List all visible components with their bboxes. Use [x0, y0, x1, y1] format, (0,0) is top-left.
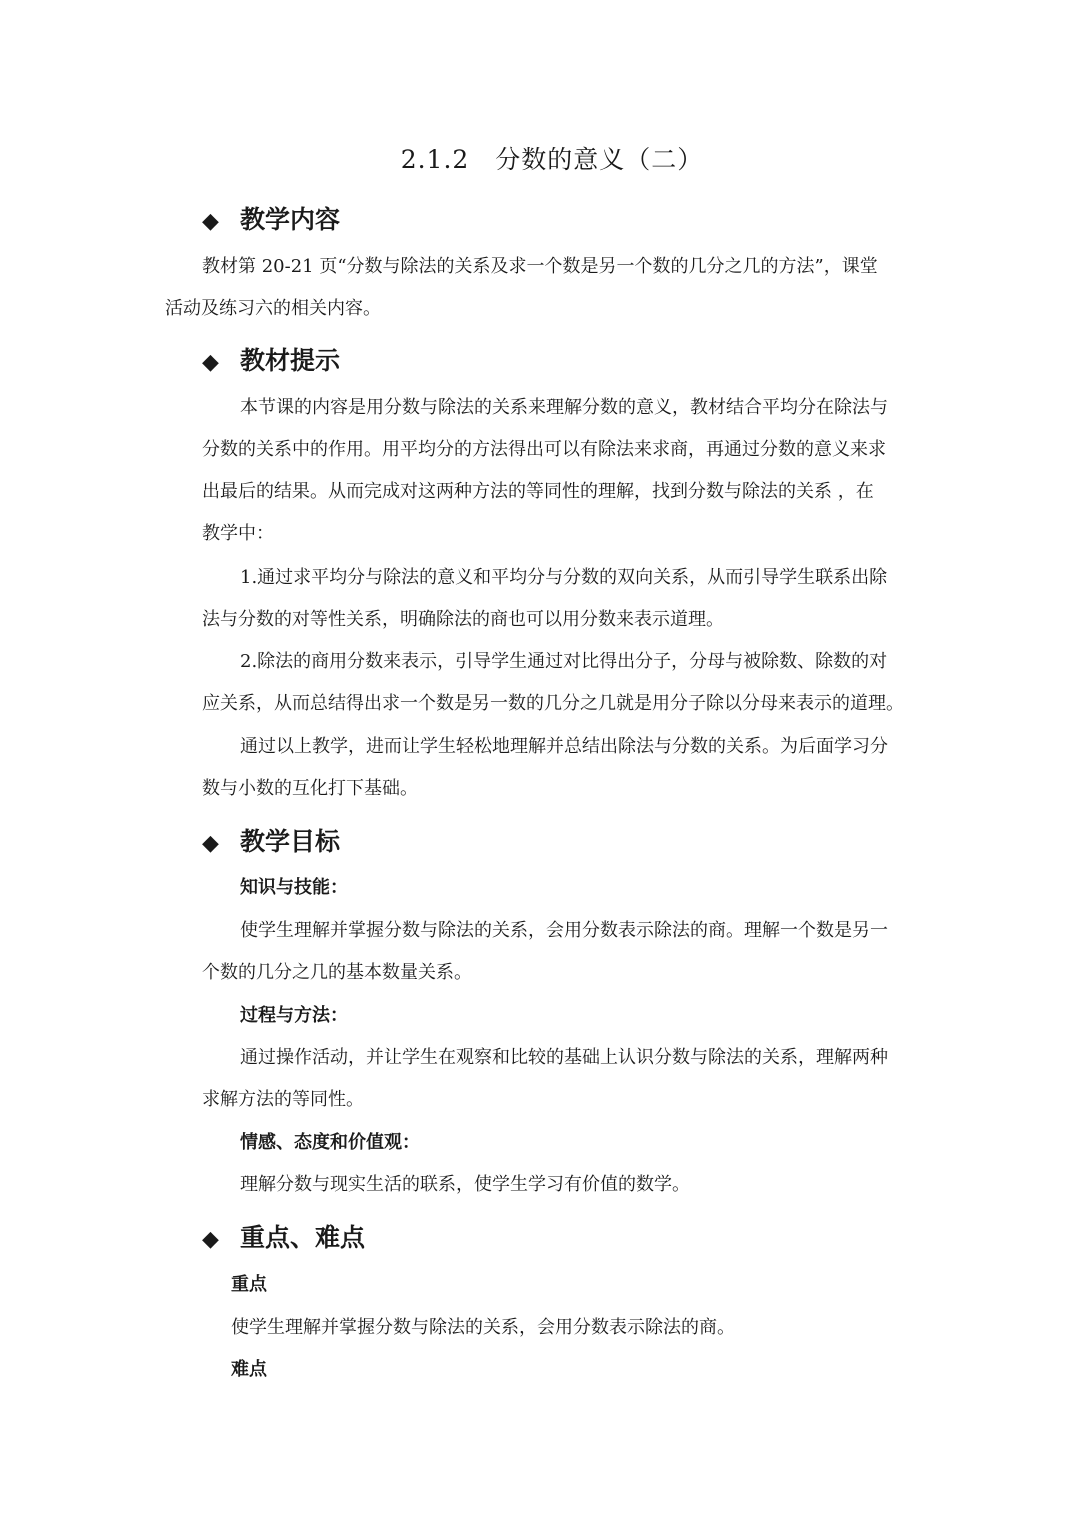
section-heading-text: 教材提示 — [240, 346, 341, 375]
diamond-icon: ◆ — [202, 208, 219, 234]
paragraph-line: 通过以上教学，进而让学生轻松地理解并总结出除法与分数的关系。为后面学习分 — [240, 736, 888, 757]
page-title: 2.1.2 分数的意义（二） — [400, 145, 704, 174]
subheading-key-point: 重点 — [231, 1274, 267, 1295]
paragraph-line: 2.除法的商用分数来表示，引导学生通过对比得出分子，分母与被除数、除数的对 — [240, 651, 888, 672]
section-heading-text: 重点、难点 — [240, 1223, 366, 1252]
paragraph-line: 法与分数的对等性关系，明确除法的商也可以用分数来表示道理。 — [202, 609, 724, 630]
paragraph-line: 个数的几分之几的基本数量关系。 — [202, 962, 472, 983]
diamond-icon: ◆ — [202, 1226, 219, 1252]
section-heading-tips — [202, 341, 340, 377]
section-heading-goals — [202, 822, 340, 858]
paragraph-line: 出最后的结果。从而完成对这两种方法的等同性的理解，找到分数与除法的关系 ，在 — [202, 481, 874, 502]
subheading-process: 过程与方法： — [240, 1005, 348, 1026]
section-heading-key — [202, 1218, 365, 1254]
paragraph-line: 应关系，从而总结得出求一个数是另一数的几分之几就是用分子除以分母来表示的道理。 — [202, 693, 904, 714]
diamond-icon: ◆ — [202, 830, 219, 856]
paragraph-line: 使学生理解并掌握分数与除法的关系，会用分数表示除法的商。理解一个数是另一 — [240, 920, 888, 941]
paragraph-line: 分数的关系中的作用。用平均分的方法得出可以有除法来求商，再通过分数的意义来求 — [202, 439, 886, 460]
diamond-icon: ◆ — [202, 349, 219, 375]
section-heading-content — [202, 200, 340, 236]
subheading-difficult-point: 难点 — [231, 1359, 267, 1380]
subheading-emotion: 情感、态度和价值观： — [240, 1132, 420, 1153]
paragraph-line: 教学中： — [202, 523, 274, 544]
paragraph-line: 通过操作活动，并让学生在观察和比较的基础上认识分数与除法的关系，理解两种 — [240, 1047, 888, 1068]
paragraph-line: 数与小数的互化打下基础。 — [202, 778, 418, 799]
paragraph-line: 使学生理解并掌握分数与除法的关系，会用分数表示除法的商。 — [231, 1317, 735, 1338]
section-heading-text: 教学内容 — [240, 205, 341, 234]
paragraph-line: 求解方法的等同性。 — [202, 1089, 364, 1110]
paragraph-line: 1.通过求平均分与除法的意义和平均分与分数的双向关系，从而引导学生联系出除 — [240, 567, 888, 588]
paragraph-line: 本节课的内容是用分数与除法的关系来理解分数的意义，教材结合平均分在除法与 — [240, 397, 888, 418]
section-heading-text: 教学目标 — [240, 827, 341, 856]
paragraph-line: 理解分数与现实生活的联系，使学生学习有价值的数学。 — [240, 1174, 690, 1195]
paragraph-line: 活动及练习六的相关内容。 — [165, 298, 381, 319]
subheading-knowledge: 知识与技能： — [240, 877, 348, 898]
paragraph-line: 教材第 20-21 页“分数与除法的关系及求一个数是另一个数的几分之几的方法”，课堂 — [202, 256, 878, 277]
